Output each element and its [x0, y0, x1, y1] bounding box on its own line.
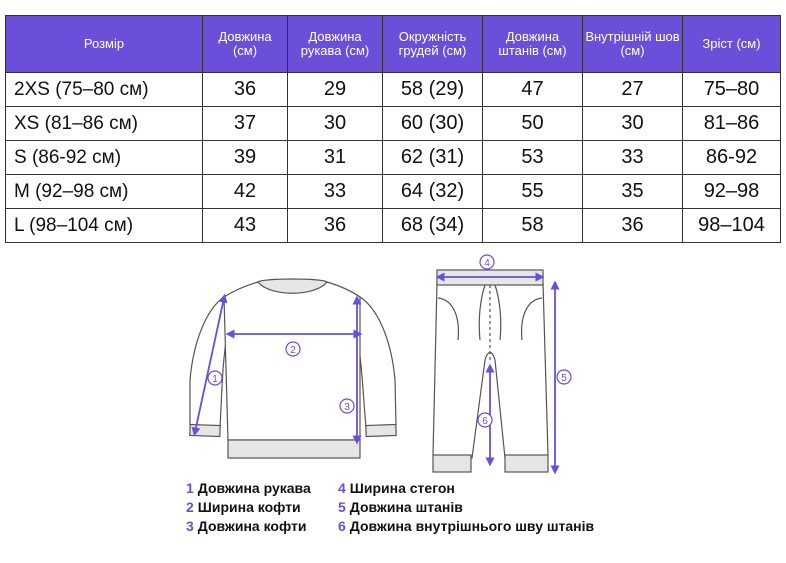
- cell-inseam: 30: [583, 107, 683, 141]
- marker-1: [208, 371, 222, 385]
- sweatshirt-drawing: [190, 279, 396, 458]
- legend-number: 4: [338, 480, 346, 496]
- legend-number: 2: [186, 499, 194, 515]
- cell-length: 43: [203, 209, 288, 243]
- legend-item: [186, 499, 301, 515]
- marker-3: [340, 399, 354, 413]
- svg-text:3: 3: [344, 402, 350, 413]
- cell-pants: 53: [483, 141, 583, 175]
- legend-item: [338, 480, 455, 496]
- cell-size: L (98–104 см): [6, 209, 203, 243]
- cell-pants: 47: [483, 73, 583, 107]
- header-length: Довжина (см): [203, 16, 288, 73]
- svg-text:2: 2: [290, 345, 296, 356]
- svg-text:4: 4: [484, 258, 490, 269]
- cell-chest: 58 (29): [383, 73, 483, 107]
- cell-sleeve: 30: [288, 107, 383, 141]
- marker-5: [557, 370, 571, 384]
- legend-item: [338, 518, 594, 534]
- cell-pants: 55: [483, 175, 583, 209]
- table-row: [6, 107, 781, 141]
- marker-6: [478, 413, 492, 427]
- legend-label: Довжина кофти: [197, 518, 307, 534]
- cell-size: XS (81–86 см): [6, 107, 203, 141]
- cell-inseam: 27: [583, 73, 683, 107]
- header-sleeve-length: Довжина рукава (см): [288, 16, 383, 73]
- cell-chest: 62 (31): [383, 141, 483, 175]
- cell-sleeve: 36: [288, 209, 383, 243]
- legend-label: Довжина рукава: [197, 480, 311, 496]
- header-size: Розмір: [6, 16, 203, 73]
- header-inseam: Внутрішній шов (см): [583, 16, 683, 73]
- cell-length: 42: [203, 175, 288, 209]
- size-table: [5, 15, 781, 243]
- marker-2: [286, 342, 300, 356]
- cell-sleeve: 33: [288, 175, 383, 209]
- legend-item: [338, 499, 463, 515]
- cell-height: 92–98: [683, 175, 781, 209]
- cell-length: 37: [203, 107, 288, 141]
- cell-height: 98–104: [683, 209, 781, 243]
- cell-size: M (92–98 см): [6, 175, 203, 209]
- legend-label: Ширина кофти: [197, 499, 301, 515]
- legend-label: Довжина штанів: [349, 499, 463, 515]
- cell-pants: 50: [483, 107, 583, 141]
- legend-item: [186, 518, 306, 534]
- legend-label: Довжина внутрішнього шву штанів: [349, 518, 595, 534]
- legend-number: 5: [338, 499, 346, 515]
- header-height: Зріст (см): [683, 16, 781, 73]
- cell-sleeve: 29: [288, 73, 383, 107]
- cell-inseam: 36: [583, 209, 683, 243]
- cell-chest: 64 (32): [383, 175, 483, 209]
- cell-sleeve: 31: [288, 141, 383, 175]
- header-pants-length: Довжина штанів (см): [483, 16, 583, 73]
- cell-height: 86-92: [683, 141, 781, 175]
- table-row: [6, 141, 781, 175]
- header-chest: Окружність грудей (см): [383, 16, 483, 73]
- cell-inseam: 33: [583, 141, 683, 175]
- legend-number: 1: [186, 480, 194, 496]
- cell-pants: 58: [483, 209, 583, 243]
- cell-inseam: 35: [583, 175, 683, 209]
- marker-4: [480, 255, 494, 269]
- table-row: [6, 73, 781, 107]
- cell-size: S (86-92 см): [6, 141, 203, 175]
- cell-length: 36: [203, 73, 288, 107]
- legend-item: [186, 480, 311, 496]
- table-row: [6, 209, 781, 243]
- svg-text:5: 5: [561, 373, 567, 384]
- svg-text:6: 6: [482, 416, 488, 427]
- measurement-diagram: [0, 245, 786, 485]
- cell-length: 39: [203, 141, 288, 175]
- cell-height: 75–80: [683, 73, 781, 107]
- cell-chest: 68 (34): [383, 209, 483, 243]
- table-row: [6, 175, 781, 209]
- cell-chest: 60 (30): [383, 107, 483, 141]
- cell-size: 2XS (75–80 см): [6, 73, 203, 107]
- legend-number: 3: [186, 518, 194, 534]
- cell-height: 81–86: [683, 107, 781, 141]
- legend-number: 6: [338, 518, 346, 534]
- svg-text:1: 1: [212, 374, 218, 385]
- table-header-row: [6, 16, 781, 73]
- legend-label: Ширина стегон: [349, 480, 455, 496]
